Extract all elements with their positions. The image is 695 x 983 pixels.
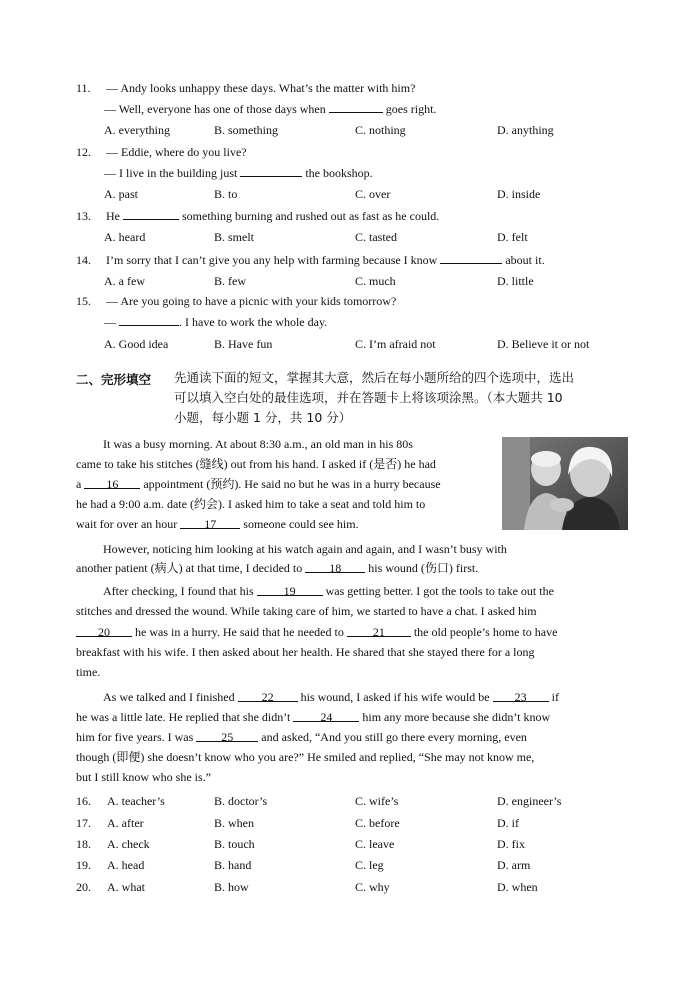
option: B. touch (214, 837, 255, 851)
blank-25: 25 (196, 730, 258, 742)
answer-blank (329, 101, 383, 113)
option: B. smelt (214, 230, 255, 244)
option: D. anything (497, 123, 554, 137)
passage-text: his wound (伤口) first. (368, 561, 479, 575)
passage-text: him any more because she didn’t know (362, 710, 551, 724)
passage-line: However, noticing him looking at his watch again and again, and I wasn’t busy with (103, 542, 507, 556)
option: A. check (107, 837, 150, 851)
blank-23: 23 (493, 690, 549, 702)
option: D. fix (497, 837, 525, 851)
question-number: 18. (76, 837, 91, 851)
question-number: 20. (76, 880, 91, 894)
option: D. if (497, 816, 519, 830)
question-text: — Are you going to have a picnic with your kids tomorrow? (106, 294, 397, 308)
option: B. few (214, 274, 246, 288)
option: B. doctor’s (214, 794, 268, 808)
option: D. engineer’s (497, 794, 562, 808)
passage-text: him for five years. I was (76, 730, 194, 744)
passage-text: wait for over an hour (76, 517, 178, 531)
section-instructions: 小题，每小题 1 分，共 10 分） (174, 410, 352, 425)
passage-line: but I still know who she is.” (76, 770, 211, 784)
option: D. Believe it or not (497, 337, 590, 351)
option: A. head (107, 858, 145, 872)
passage-line (76, 624, 557, 640)
option: B. Have fun (214, 337, 273, 351)
question-number: 12. (76, 145, 91, 159)
question-text: — I live in the building just (104, 166, 238, 180)
blank-20: 20 (76, 625, 132, 637)
question-text: He (106, 209, 120, 223)
passage-text: the old people’s home to have (413, 625, 558, 639)
option: D. little (497, 274, 534, 288)
option: C. tasted (355, 230, 397, 244)
blank-19: 19 (257, 584, 323, 596)
question-number: 15. (76, 294, 91, 308)
passage-line: It was a busy morning. At about 8:30 a.m., an old man in his 80s (103, 437, 413, 451)
question-text: — (104, 315, 116, 329)
passage-text: if (551, 690, 559, 704)
question-number: 14. (76, 253, 91, 267)
blank-24: 24 (293, 710, 359, 722)
section-instructions: 可以填入空白处的最佳选项，并在答题卡上将该项涂黑。（本大题共 10 (174, 390, 563, 405)
option: C. I’m afraid not (355, 337, 436, 351)
blank-17: 17 (180, 517, 240, 529)
answer-blank (240, 165, 302, 177)
passage-text: After checking, I found that his (103, 584, 254, 598)
answer-blank (440, 252, 502, 264)
question-11-stem (76, 80, 415, 96)
question-12-line2 (104, 165, 373, 181)
passage-line: stitches and dressed the wound. While taking care of him, we started to have a chat. I asked him (76, 604, 537, 618)
option: D. when (497, 880, 538, 894)
passage-line (76, 729, 527, 745)
option: A. Good idea (104, 337, 169, 351)
option: C. leave (355, 837, 395, 851)
passage-line: he had a 9:00 a.m. date (约会). I asked him to take a seat and told him to (76, 497, 426, 511)
question-text: — Andy looks unhappy these days. What’s the matter with him? (106, 81, 416, 95)
question-number: 11. (76, 81, 91, 95)
question-number: 19. (76, 858, 91, 872)
question-text: the bookshop. (305, 166, 373, 180)
question-text: . I have to work the whole day. (179, 315, 328, 329)
passage-line (76, 516, 359, 532)
passage-text: appointment (预约). He said no but he was in a hurry because (143, 477, 441, 491)
passage-line: came to take his stitches (缝线) out from his hand. I asked if (是否) he had (76, 457, 436, 471)
question-text: — Eddie, where do you live? (106, 145, 247, 159)
passage-text: and asked, “And you still go there every morning, even (261, 730, 527, 744)
question-11-line2 (104, 101, 436, 117)
passage-text: he was in a hurry. He said that he needed to (135, 625, 344, 639)
question-text: about it. (505, 253, 545, 267)
answer-blank (123, 208, 179, 220)
option: C. wife’s (355, 794, 399, 808)
passage-text: was getting better. I got the tools to take out the (325, 584, 554, 598)
passage-text: a (76, 477, 82, 491)
option: A. teacher’s (107, 794, 165, 808)
question-12-stem (76, 144, 247, 160)
elderly-couple-photo (502, 437, 628, 530)
option: B. when (214, 816, 254, 830)
question-15-stem (76, 293, 396, 309)
question-15-line2 (104, 314, 327, 330)
option: C. before (355, 816, 400, 830)
question-14-stem (76, 252, 545, 268)
passage-text: his wound, I asked if his wife would be (300, 690, 490, 704)
question-text: something burning and rushed out as fast as he could. (182, 209, 440, 223)
option: B. to (214, 187, 238, 201)
blank-18: 18 (305, 561, 365, 573)
passage-line: though (即便) she doesn’t know who you are?” He smiled and replied, “She may not know me, (76, 750, 535, 764)
question-number: 13. (76, 209, 91, 223)
passage-text: he was a little late. He replied that she didn’t (76, 710, 291, 724)
option: B. hand (214, 858, 252, 872)
option: D. inside (497, 187, 541, 201)
question-text: — Well, everyone has one of those days when (104, 102, 326, 116)
passage-line (103, 583, 554, 599)
option: D. felt (497, 230, 528, 244)
passage-line (76, 709, 550, 725)
option: A. a few (104, 274, 145, 288)
option: B. something (214, 123, 279, 137)
option: C. nothing (355, 123, 406, 137)
blank-21: 21 (347, 625, 411, 637)
option: B. how (214, 880, 249, 894)
option: A. heard (104, 230, 146, 244)
passage-line (103, 689, 559, 705)
passage-text: As we talked and I finished (103, 690, 235, 704)
passage-line: time. (76, 665, 101, 679)
option: C. why (355, 880, 390, 894)
section-instructions: 先通读下面的短文，掌握其大意，然后在每小题所给的四个选项中，选出 (174, 370, 575, 385)
option: A. everything (104, 123, 170, 137)
section-title: 二、完形填空 (76, 372, 152, 387)
passage-line (76, 560, 478, 576)
passage-line: breakfast with his wife. I then asked about her health. He shared that she stayed there for a long (76, 645, 535, 659)
passage-text: someone could see him. (243, 517, 359, 531)
option: A. after (107, 816, 144, 830)
passage-line (76, 476, 441, 492)
question-number: 17. (76, 816, 91, 830)
question-text: goes right. (385, 102, 437, 116)
option: D. arm (497, 858, 531, 872)
option: C. over (355, 187, 391, 201)
answer-blank (119, 314, 179, 326)
question-13-stem (76, 208, 439, 224)
question-text: I’m sorry that I can’t give you any help with farming because I know (106, 253, 438, 267)
option: A. what (107, 880, 145, 894)
blank-16: 16 (84, 477, 140, 489)
passage-text: another patient (病人) at that time, I decided to (76, 561, 303, 575)
option: C. much (355, 274, 396, 288)
question-number: 16. (76, 794, 91, 808)
blank-22: 22 (238, 690, 298, 702)
option: A. past (104, 187, 138, 201)
option: C. leg (355, 858, 384, 872)
